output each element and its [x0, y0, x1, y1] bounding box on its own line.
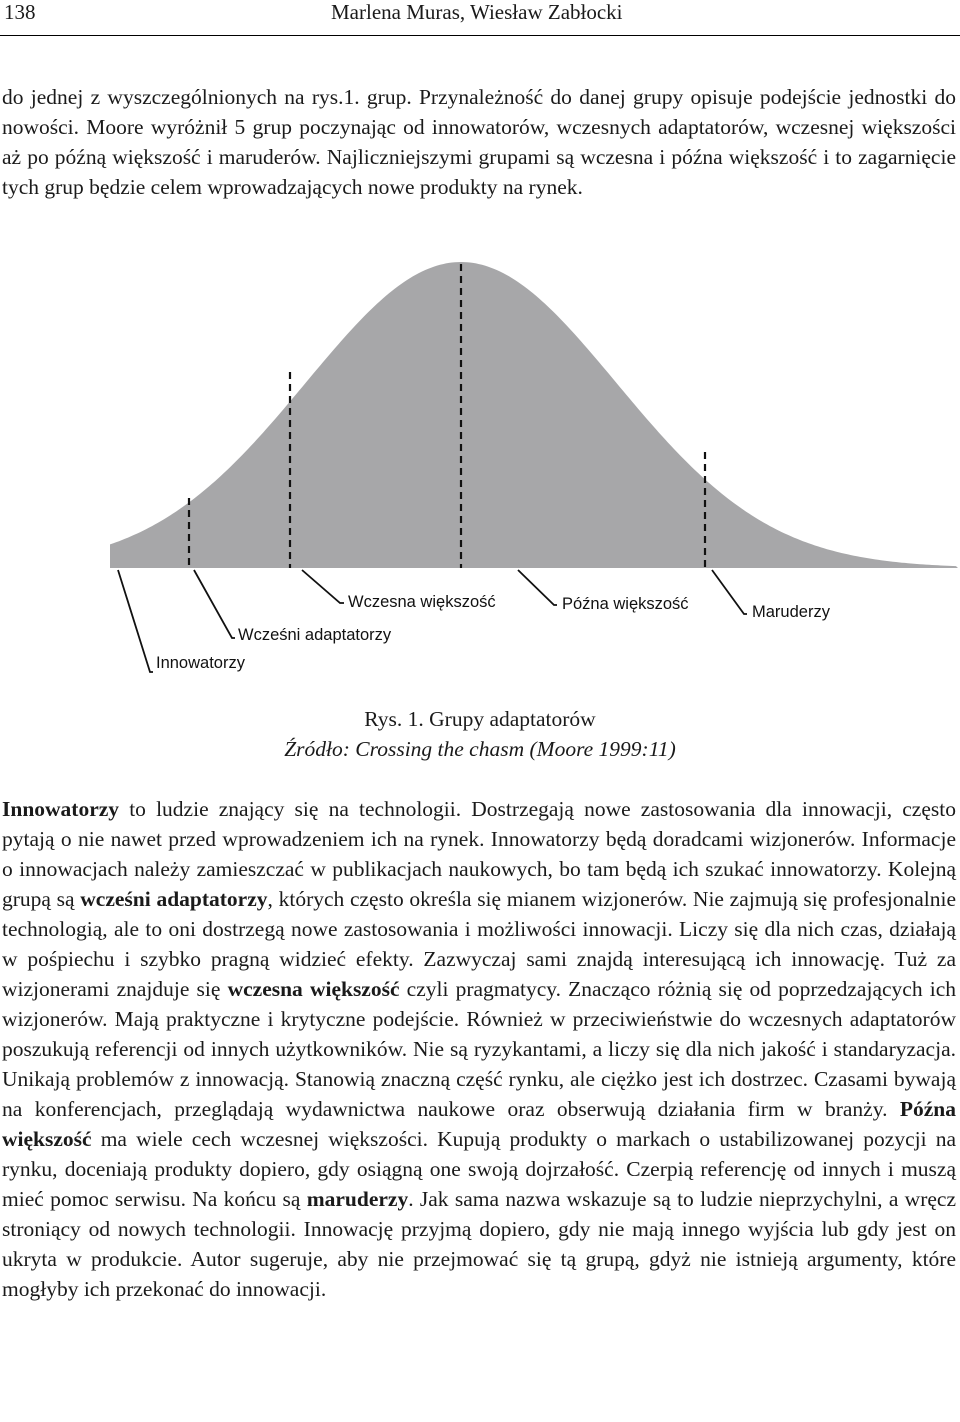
term-early-adopters: wcześni adaptatorzy — [80, 887, 268, 911]
label-laggards: Maruderzy — [752, 603, 830, 621]
label-innovators: Innowatorzy — [156, 654, 245, 672]
body-paragraph — [2, 794, 956, 1304]
bracket-innovators — [118, 570, 153, 672]
adoption-curve-figure — [0, 250, 960, 690]
label-early-majority: Wczesna większość — [348, 593, 496, 611]
header-rule — [0, 35, 960, 36]
bell-curve-shape — [110, 262, 958, 568]
header-authors: Marlena Muras, Wiesław Zabłocki — [331, 0, 623, 24]
term-early-majority: wczesna większość — [227, 977, 400, 1001]
body-text-2: , których często określa się mianem wizjonerów. Nie zajmują się profesjonalnie technologią, ale to oni dostrzegą nowe zastosowania i możliwości innowacji. Liczy się dla nich czas, działają w pośpiechu i szybko pragną widzieć efekty. Zazwyczaj sami znajdą interesującą ich innowację. Tuż za wizjonerami znajduje się — [2, 887, 956, 1001]
bracket-early-majority — [302, 570, 344, 603]
body-text-5: . Jak sama nazwa wskazuje są to ludzie nieprzychylni, a wręcz stroniący od nowych technologii. Innowację przyjmą dopiero, gdy nie mają innego wyjścia lub gdy jest on ukryta w produkcie. Autor sugeruje, aby nie przejmować się tą grupą, gdyż nie istnieją argumenty, które mogłyby ich przekonać do innowacji. — [2, 1187, 956, 1301]
figure-source: Źródło: Crossing the chasm (Moore 1999:11) — [284, 737, 676, 761]
figure-caption: Rys. 1. Grupy adaptatorów — [364, 707, 596, 731]
body-text-1: to ludzie znający się na technologii. Dostrzegają nowe zastosowania dla innowacji, często pytają o nie nawet przed wprowadzeniem ich na rynek. Innowatorzy będą doradcami wizjonerów. Informacje o innowacjach należy zamieszczać w publikacjach naukowych, bo tam będą ich szukać innowatorzy. Kolejną grupą są — [2, 797, 956, 911]
running-header — [0, 0, 960, 34]
bracket-early-adopters — [194, 570, 235, 638]
label-late-majority: Późna większość — [562, 595, 689, 613]
term-laggards: maruderzy — [306, 1187, 409, 1211]
bracket-laggards — [712, 570, 747, 614]
body-text-4: ma wiele cech wczesnej większości. Kupują produkty o markach o ustabilizowanej pozycji na rynku, doceniają produkty dopiero, gdy osiągną one swoją dojrzałość. Czerpią referencję od innych i muszą mieć pomoc serwisu. Na końcu są — [2, 1127, 956, 1211]
intro-paragraph: do jednej z wyszczególnionych na rys.1. grup. Przynależność do danej grupy opisuje podejście jednostki do nowości. Moore wyróżnił 5 grup poczynając od innowatorów, wczesnych adaptatorów, wczesnej większości aż po późną większość i maruderów. Najliczniejszymi grupami są wczesna i późna większość i to zagarnięcie tych grup będzie celem wprowadzających nowe produkty na rynek. — [2, 85, 956, 200]
body-text-3: czyli pragmatycy. Znacząco różnią się od poprzedzających ich wizjonerów. Mają praktyczne i krytyczne podejście. Również w przeciwieństwie do wczesnych adaptatorów poszukują referencji od innych użytkowników. Nie są ryzykantami, a liczy się dla nich jakość i standaryzacja. Unikają problemów z innowacją. Stanowią znaczną część rynku, ale ciężko jest ich dostrzec. Czasami bywają na konferencjach, przeglądają wydawnictwa naukowe oraz obserwują działania firm w branży. — [2, 977, 956, 1121]
page-number: 138 — [4, 0, 36, 24]
bracket-late-majority — [518, 570, 557, 605]
term-late-majority: Późna większość — [2, 1097, 956, 1151]
label-early-adopters: Wcześni adaptatorzy — [238, 626, 392, 644]
term-innovators: Innowatorzy — [2, 797, 120, 821]
